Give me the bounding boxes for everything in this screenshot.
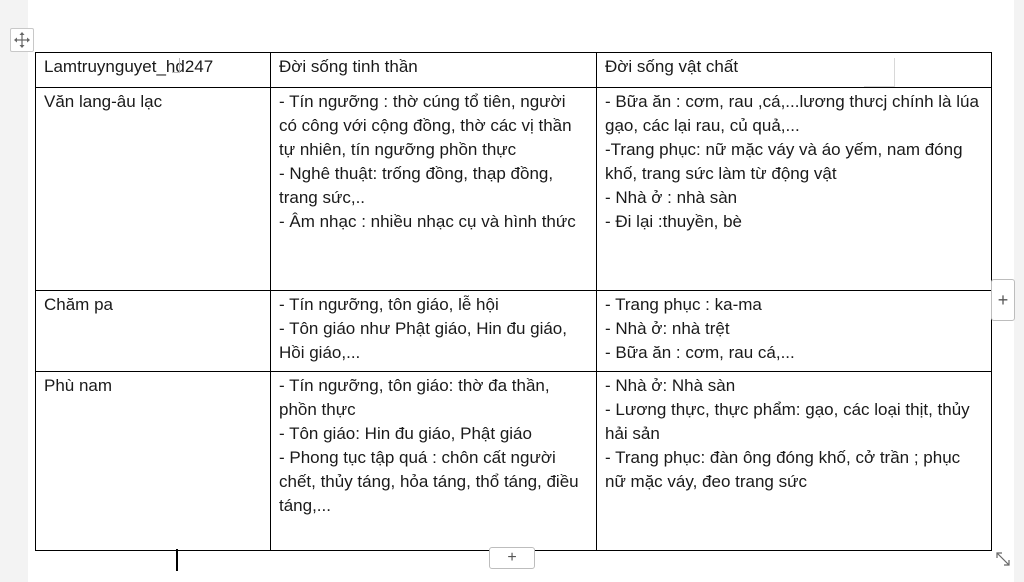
text-cursor [176, 549, 178, 571]
table-row [36, 372, 992, 551]
add-row-button[interactable] [489, 547, 535, 569]
table-resize-handle[interactable] [992, 548, 1014, 570]
cell-end-marker [172, 58, 180, 73]
header-cell-material-life[interactable]: Đời sống vật chất [597, 53, 992, 88]
spiritual-life-cell[interactable]: - Tín ngưỡng, tôn giáo: thờ đa thần, phồn thực - Tôn giáo: Hin đu giáo, Phật giáo - Phong tục tập quá : chôn cất người chết, thủy táng, hỏa táng, thổ táng, điều táng,... [271, 372, 597, 551]
table-row [36, 291, 992, 372]
spiritual-life-cell[interactable]: - Tín ngưỡng, tôn giáo, lễ hội - Tôn giáo như Phật giáo, Hin đu giáo, Hồi giáo,... [271, 291, 597, 372]
culture-comparison-table [35, 52, 992, 551]
table-row [36, 88, 992, 291]
spiritual-life-cell[interactable]: - Tín ngưỡng : thờ cúng tổ tiên, người có công với cộng đồng, thờ các vị thần tự nhiên, tín ngưỡng phồn thực - Nghê thuật: trống đồng, thạp đồng, trang sức,.. - Âm nhạc : nhiều nhạc cụ và hình thức [271, 88, 597, 291]
header-cell-spiritual-life[interactable]: Đời sống tinh thần [271, 53, 597, 88]
material-life-cell[interactable]: - Bữa ăn : cơm, rau ,cá,...lương thưcj chính là lúa gạo, các lại rau, củ quả,... -Trang phục: nữ mặc váy và áo yếm, nam đóng khố, trang sức làm từ động vật - Nhà ở : nhà sàn - Đi lại :thuyền, bè [597, 88, 992, 291]
move-arrows-icon [14, 32, 30, 48]
left-page-gutter [0, 0, 28, 582]
material-life-cell[interactable]: - Nhà ở: Nhà sàn - Lương thực, thực phẩm: gạo, các loại thịt, thủy hải sản - Trang phục: đàn ông đóng khố, cở trần ; phục nữ mặc váy, đeo trang sức [597, 372, 992, 551]
row-name-cell[interactable]: Văn lang-âu lạc [36, 88, 271, 291]
table-move-handle[interactable] [10, 28, 34, 52]
row-name-cell[interactable]: Phù nam [36, 372, 271, 551]
resize-diagonal-icon [995, 551, 1011, 567]
plus-icon: + [997, 289, 1009, 310]
row-name-cell[interactable]: Chăm pa [36, 291, 271, 372]
right-page-gutter [1014, 0, 1024, 582]
header-cell-author[interactable]: Lamtruynguyet_hd247 [36, 53, 271, 88]
plus-icon: + [507, 549, 517, 566]
add-column-button[interactable] [991, 279, 1015, 321]
column-edge-marker [864, 58, 895, 87]
material-life-cell[interactable]: - Trang phục : ka-ma - Nhà ở: nhà trệt - Bữa ăn : cơm, rau cá,... [597, 291, 992, 372]
